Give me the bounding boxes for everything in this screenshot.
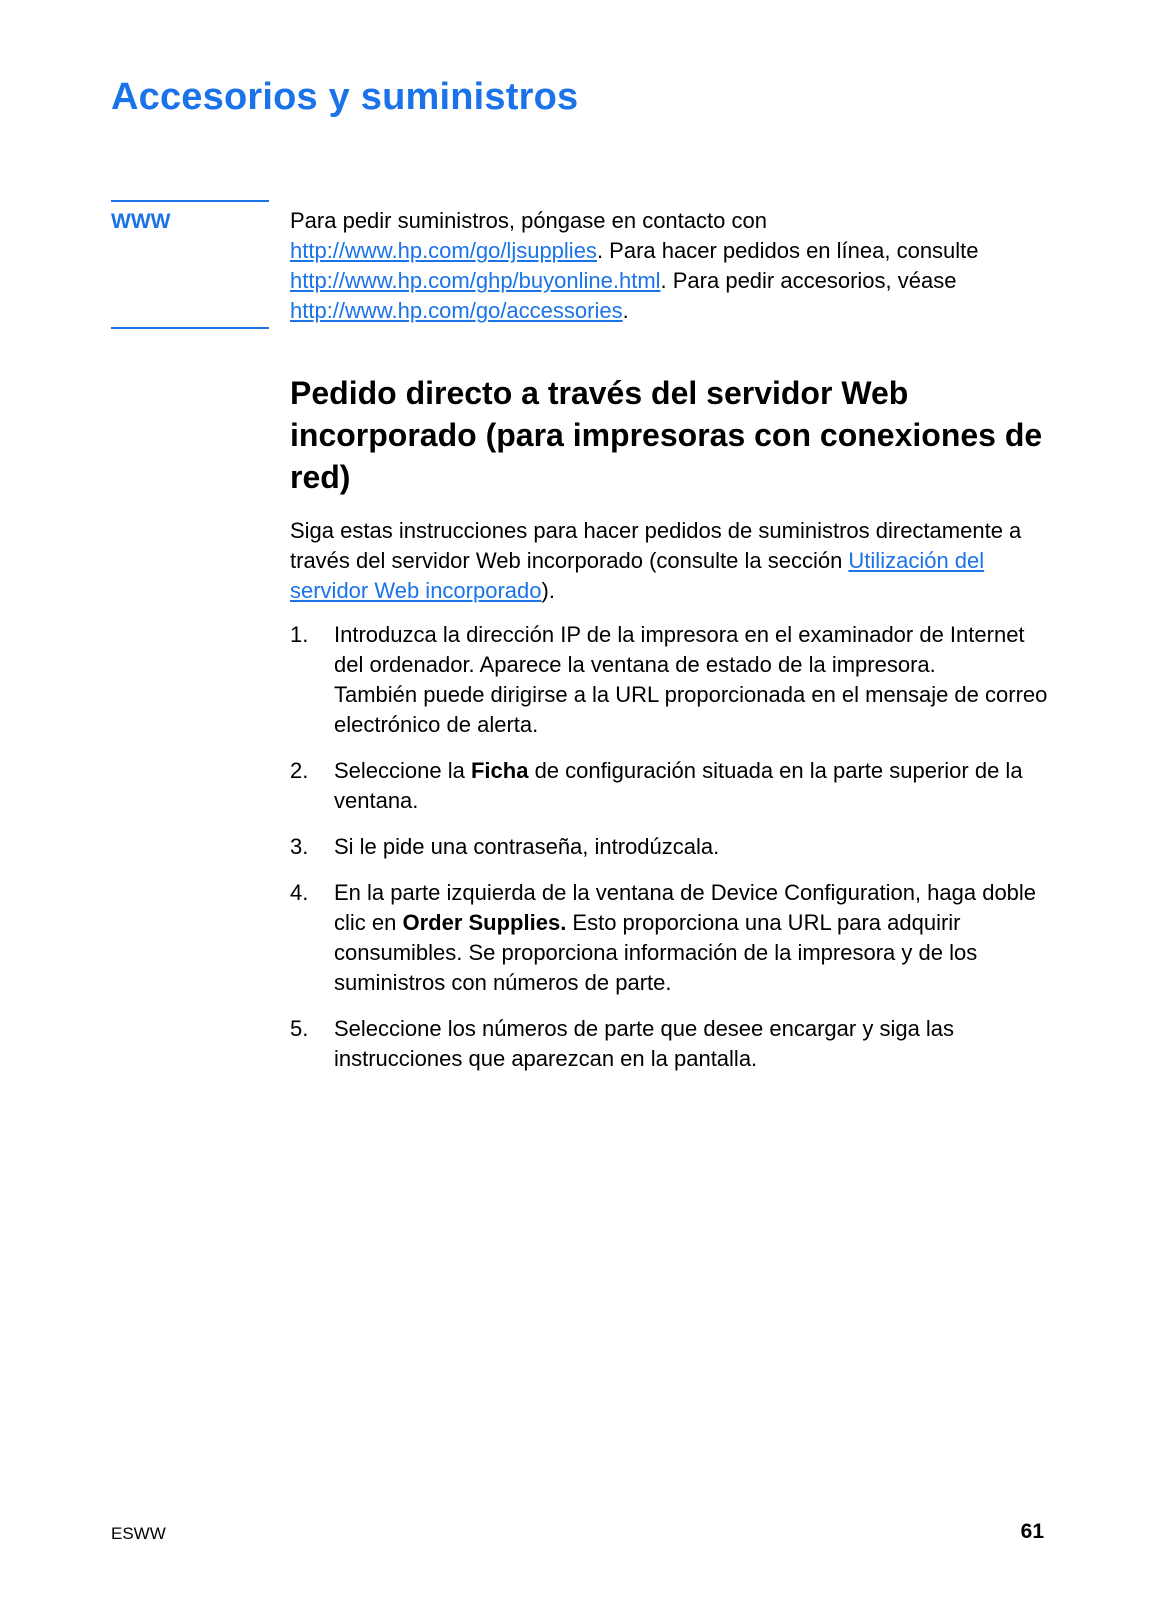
- step-number: 3.: [290, 834, 309, 859]
- note-text-1: Para pedir suministros, póngase en contacto con: [290, 208, 767, 233]
- www-note-text: [290, 206, 1050, 326]
- section-title: Pedido directo a través del servidor Web incorporado (para impresoras con conexiones de red): [290, 375, 1043, 495]
- note-bottom-rule: [111, 327, 269, 329]
- page-title: Accesorios y suministros: [111, 76, 579, 118]
- step-text-extra: También puede dirigirse a la URL proporcionada en el mensaje de correo electrónico de alerta.: [334, 682, 1048, 737]
- accessories-link[interactable]: http://www.hp.com/go/accessories: [290, 298, 623, 323]
- step-number: 2.: [290, 758, 309, 783]
- note-text-3: . Para pedir accesorios, véase: [660, 268, 957, 293]
- step-number: 5.: [290, 1016, 309, 1041]
- step-text: Seleccione los números de parte que desee encargar y siga las instrucciones que aparezcan en la pantalla.: [334, 1016, 955, 1071]
- step-text-post: Esto proporciona una URL para adquirir consumibles. Se proporciona información de la impresora y de los suministros con números de parte.: [334, 910, 978, 995]
- step-text-pre: Seleccione la: [334, 758, 471, 783]
- www-note-tag: WWW: [111, 210, 171, 233]
- step-text-pre: En la parte izquierda de la ventana de Device Configuration, haga doble clic en: [334, 880, 1037, 935]
- section-intro: [290, 516, 1050, 606]
- embedded-web-server-link[interactable]: Utilización del servidor Web incorporado: [290, 548, 985, 603]
- steps-list: [290, 620, 1050, 1090]
- step-text-post: de configuración situada en la parte superior de la ventana.: [334, 758, 1023, 813]
- step-text-bold: Ficha: [470, 758, 529, 783]
- footer-doc-code: ESWW: [111, 1524, 166, 1543]
- step-text-bold: Order Supplies.: [402, 910, 567, 935]
- note-text-2: . Para hacer pedidos en línea, consulte: [596, 238, 979, 263]
- step-number: 1.: [290, 622, 309, 647]
- intro-text: Siga estas instrucciones para hacer pedidos de suministros directamente a través del servidor Web incorporado (consulte la sección: [290, 518, 1022, 573]
- ljsupplies-link[interactable]: http://www.hp.com/go/ljsupplies: [290, 238, 597, 263]
- step-1: [290, 620, 1050, 740]
- page-number: 61: [1020, 1520, 1044, 1543]
- step-5: [290, 1014, 1050, 1074]
- step-2: [290, 756, 1050, 816]
- note-text-4: .: [622, 298, 629, 323]
- step-number: 4.: [290, 880, 309, 905]
- step-4: [290, 878, 1050, 998]
- step-text: Si le pide una contraseña, introdúzcala.: [334, 834, 720, 859]
- buyonline-link[interactable]: http://www.hp.com/ghp/buyonline.html: [290, 268, 661, 293]
- intro-end: ).: [541, 578, 555, 603]
- step-text: Introduzca la dirección IP de la impresora en el examinador de Internet del ordenador. Aparece la ventana de estado de la impresora.: [334, 622, 1025, 677]
- note-top-rule: [111, 200, 269, 202]
- step-3: [290, 832, 1050, 862]
